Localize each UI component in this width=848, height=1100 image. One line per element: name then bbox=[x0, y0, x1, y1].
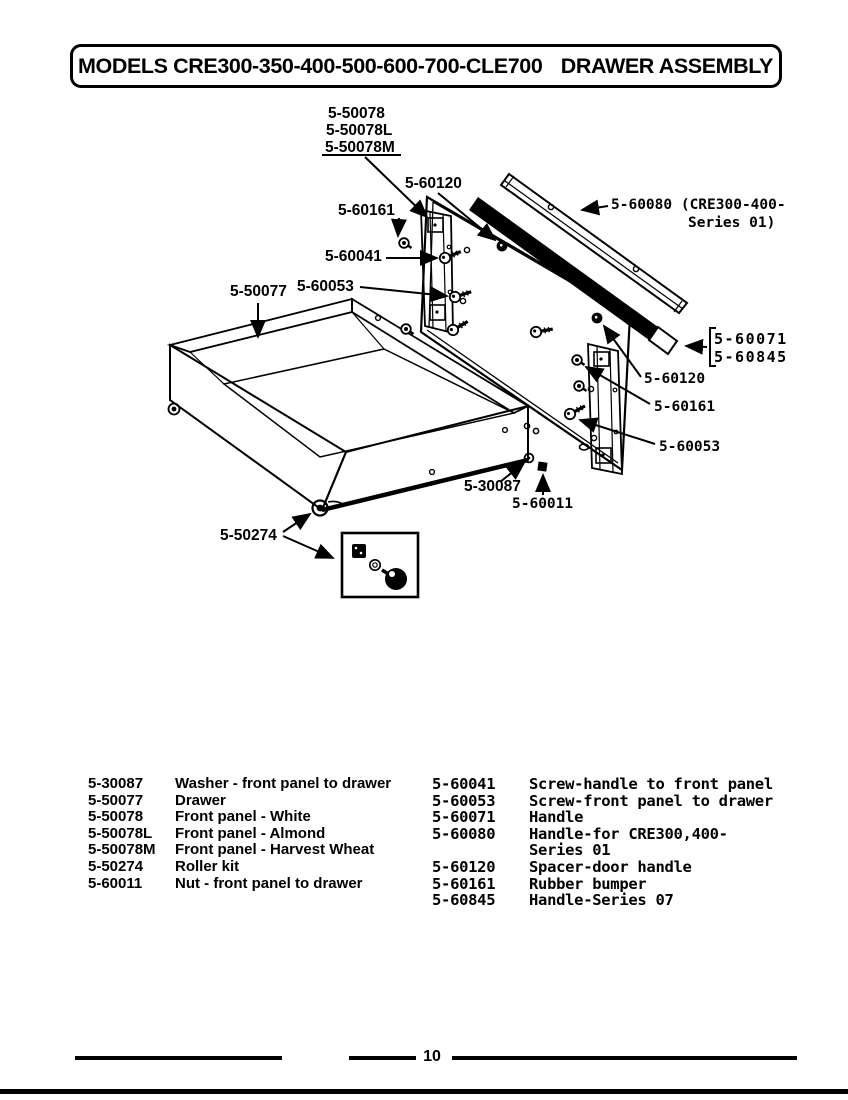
callout-bumper-top: 5-60161 bbox=[338, 202, 395, 219]
footer-rule-left bbox=[75, 1056, 282, 1060]
spacer-120-right bbox=[592, 313, 603, 324]
part-number: 5-50274 bbox=[88, 857, 144, 875]
part-row bbox=[88, 776, 433, 793]
part-row bbox=[88, 793, 433, 810]
callout-spacer-right: 5-60120 bbox=[644, 371, 706, 387]
callout-front-panel-white: 5-50078 bbox=[328, 105, 385, 122]
callout-roller-kit: 5-50274 bbox=[220, 527, 277, 544]
roller-washer bbox=[370, 560, 380, 570]
part-description-line2: Series 01 bbox=[529, 841, 611, 860]
footer-rule-mid bbox=[349, 1056, 416, 1060]
stud-right bbox=[574, 381, 586, 391]
bumper-161-top bbox=[399, 238, 411, 248]
roller-kit-inset bbox=[342, 533, 418, 597]
callout-spacer-top: 5-60120 bbox=[405, 175, 462, 192]
part-number: 5-50078L bbox=[88, 824, 153, 842]
screw-mid bbox=[530, 324, 554, 338]
callout-washer: 5-30087 bbox=[464, 478, 521, 495]
callout-screw-front-right: 5-60053 bbox=[659, 439, 721, 455]
roller-wheel bbox=[382, 568, 407, 590]
part-number: 5-60845 bbox=[432, 891, 496, 910]
part-description: Screw-front panel to drawer bbox=[529, 791, 773, 810]
part-row bbox=[432, 892, 817, 909]
part-row bbox=[432, 793, 817, 810]
footer-rule-right bbox=[452, 1056, 797, 1060]
part-number: 5-60161 bbox=[432, 874, 496, 893]
part-row bbox=[88, 809, 433, 826]
nut-60011 bbox=[537, 461, 547, 471]
part-row bbox=[88, 859, 433, 876]
part-description: Front panel - Harvest Wheat bbox=[175, 841, 375, 859]
part-number: 5-60053 bbox=[432, 791, 496, 810]
callout-front-panel-almond: 5-50078L bbox=[326, 122, 393, 139]
part-number: 5-50078 bbox=[88, 808, 144, 826]
part-number: 5-60041 bbox=[432, 775, 496, 793]
part-number: 5-60080 bbox=[432, 824, 496, 843]
part-row bbox=[88, 826, 433, 843]
part-number: 5-50078M bbox=[88, 841, 156, 859]
callout-screw-front-top: 5-60053 bbox=[297, 278, 354, 295]
page-bottom-edge bbox=[0, 1089, 848, 1094]
part-description: Screw-handle to front panel bbox=[529, 775, 773, 793]
callout-handle: 5-60071 bbox=[714, 330, 788, 348]
callout-bumper-right: 5-60161 bbox=[654, 399, 716, 415]
part-row bbox=[432, 826, 817, 859]
drawer-roller-left bbox=[169, 404, 180, 415]
part-description: Nut - front panel to drawer bbox=[175, 874, 363, 892]
callout-handle-cre-line1: 5-60080 (CRE300-400- bbox=[611, 197, 786, 213]
part-number: 5-60120 bbox=[432, 857, 496, 876]
part-description: Front panel - Almond bbox=[175, 824, 326, 842]
screw-60053-right bbox=[563, 401, 587, 421]
part-row bbox=[88, 876, 433, 893]
page-number: 10 bbox=[423, 1048, 441, 1065]
part-description-line1: Handle-for CRE300,400- bbox=[529, 824, 728, 843]
bumper-161-mid bbox=[401, 324, 413, 334]
part-number: 5-60071 bbox=[432, 808, 496, 827]
screw-extra-left bbox=[446, 317, 470, 337]
part-row bbox=[432, 876, 817, 893]
part-row bbox=[432, 809, 817, 826]
parts-list-right bbox=[432, 776, 817, 909]
part-description: Front panel - White bbox=[175, 808, 311, 826]
callout-handle-series07: 5-60845 bbox=[714, 348, 788, 366]
part-row bbox=[88, 842, 433, 859]
part-description: Handle bbox=[529, 808, 584, 827]
part-description: Rubber bumper bbox=[529, 874, 647, 893]
part-number: 5-50077 bbox=[88, 791, 144, 809]
part-number: 5-30087 bbox=[88, 775, 144, 792]
roller-clip bbox=[352, 544, 366, 558]
callout-drawer: 5-50077 bbox=[230, 283, 287, 300]
part-row bbox=[432, 859, 817, 876]
part-description: Roller kit bbox=[175, 857, 240, 875]
part-description: Handle-Series 07 bbox=[529, 891, 674, 910]
part-description: Drawer bbox=[175, 791, 226, 809]
callout-screw-handle: 5-60041 bbox=[325, 248, 382, 265]
callout-nut: 5-60011 bbox=[512, 496, 574, 512]
part-number: 5-60011 bbox=[88, 874, 143, 892]
bumper-161-right bbox=[572, 355, 584, 365]
callout-handle-cre-line2: Series 01) bbox=[688, 215, 776, 231]
part-row bbox=[432, 776, 817, 793]
part-description: Washer - front panel to drawer bbox=[175, 775, 392, 792]
callout-front-panel-harvest: 5-50078M bbox=[325, 139, 395, 156]
title-section: DRAWER ASSEMBLY bbox=[560, 53, 773, 78]
part-description bbox=[529, 826, 728, 859]
title-models: MODELS CRE300-350-400-500-600-700-CLE700 bbox=[78, 53, 543, 78]
screw-60041 bbox=[438, 247, 462, 265]
part-description: Spacer-door handle bbox=[529, 857, 692, 876]
parts-list-left bbox=[88, 776, 433, 892]
callout-labels bbox=[220, 105, 788, 544]
washer-small-b bbox=[533, 428, 538, 433]
spacer-120-top bbox=[497, 241, 508, 252]
